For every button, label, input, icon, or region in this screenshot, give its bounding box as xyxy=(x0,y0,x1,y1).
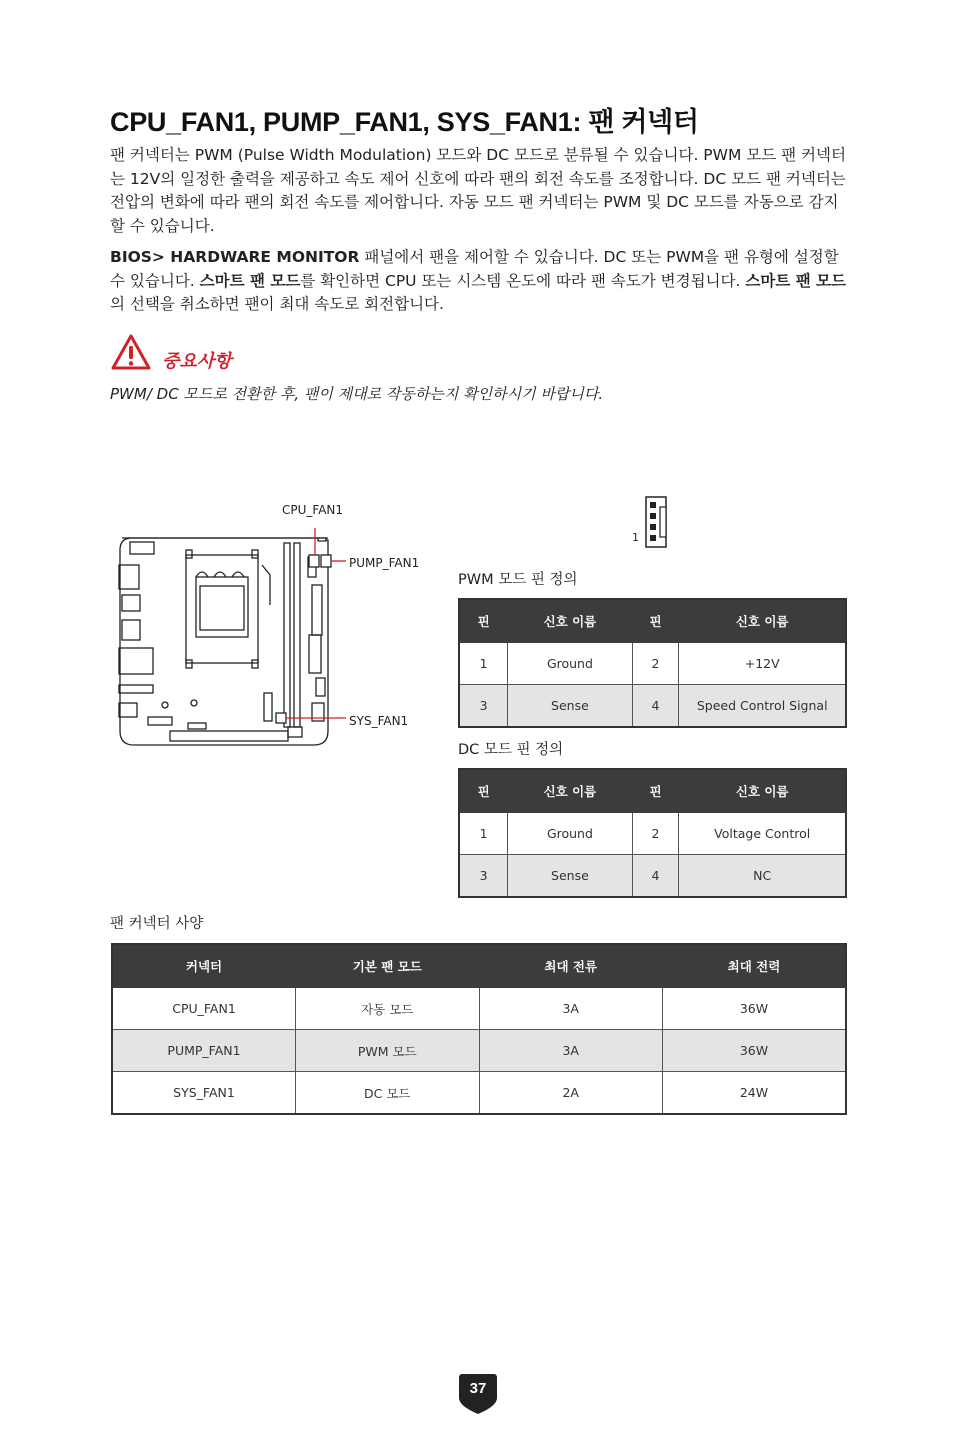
cell: Sense xyxy=(508,855,632,898)
bios-path: BIOS> HARDWARE MONITOR xyxy=(110,248,360,266)
cell: 2 xyxy=(632,643,679,685)
cell: 24W xyxy=(663,1072,847,1115)
cell: 1 xyxy=(459,813,508,855)
cell: 2A xyxy=(479,1072,663,1115)
cell: +12V xyxy=(679,643,846,685)
cell: Voltage Control xyxy=(679,813,846,855)
col-header: 기본 팬 모드 xyxy=(296,944,480,988)
col-header: 신호 이름 xyxy=(679,599,846,643)
bios-paragraph xyxy=(110,246,850,317)
table-row xyxy=(459,685,846,728)
intro-paragraph: 팬 커넥터는 PWM (Pulse Width Modulation) 모드와 DC 모드로 분류될 수 있습니다. PWM 모드 팬 커넥터는 12V의 일정한 출력을 제공하고 속도 제어 신호에 따라 팬의 회전 속도를 조정합니다. DC 모드 팬 커넥터는 전압의 변화에 따라 팬의 회전 속도를 제어합니다. 자동 모드 팬 커넥터는 PWM 및 DC 모드를 자동으로 감지할 수 있습니다. xyxy=(110,146,846,235)
important-title: 중요사항 xyxy=(162,351,232,372)
dc-caption: DC 모드 핀 정의 xyxy=(458,742,564,758)
table-row xyxy=(112,988,846,1030)
table-row xyxy=(112,1030,846,1072)
col-header: 최대 전류 xyxy=(479,944,663,988)
cpu-fan-label: CPU_FAN1 xyxy=(282,503,344,517)
pump-fan-label: PUMP_FAN1 xyxy=(349,556,420,570)
table-row xyxy=(459,813,846,855)
col-header: 최대 전력 xyxy=(663,944,847,988)
fan-connector-icon xyxy=(640,495,670,550)
col-header: 신호 이름 xyxy=(508,769,632,813)
cell: 3A xyxy=(479,988,663,1030)
bios-text-3: 의 선택을 취소하면 팬이 최대 속도로 회전합니다. xyxy=(110,295,444,313)
cell: 4 xyxy=(632,855,679,898)
col-header: 핀 xyxy=(459,769,508,813)
smart-fan-mode-1: 스마트 팬 모드 xyxy=(199,271,301,290)
spec-caption: 팬 커넥터 사양 xyxy=(110,916,204,932)
page-title: CPU_FAN1, PUMP_FAN1, SYS_FAN1: 팬 커넥터 xyxy=(110,107,699,137)
cell: 2 xyxy=(632,813,679,855)
table-row xyxy=(112,1072,846,1115)
col-header: 핀 xyxy=(632,769,679,813)
cell: Ground xyxy=(508,643,632,685)
cell: 36W xyxy=(663,988,847,1030)
cell: Sense xyxy=(508,685,632,728)
bios-text-1: 패널에서 팬을 제어할 수 있습니다. DC 또는 PWM을 팬 유형에 설정할 수 있습니다. xyxy=(110,248,839,290)
cell: DC 모드 xyxy=(296,1072,480,1115)
pin1-label: 1 xyxy=(632,531,639,544)
cell: Ground xyxy=(508,813,632,855)
pwm-pin-table xyxy=(458,598,847,728)
col-header: 신호 이름 xyxy=(508,599,632,643)
pwm-caption: PWM 모드 핀 정의 xyxy=(458,572,578,588)
important-text: PWM/ DC 모드로 전환한 후, 팬이 제대로 작동하는지 확인하시기 바랍니다. xyxy=(110,385,604,403)
table-row xyxy=(459,643,846,685)
cell: 1 xyxy=(459,643,508,685)
dc-pin-table xyxy=(458,768,847,898)
bios-text-2: 를 확인하면 CPU 또는 시스템 온도에 따라 팬 속도가 변경됩니다. xyxy=(300,271,746,290)
cell: CPU_FAN1 xyxy=(112,988,296,1030)
cell: 3 xyxy=(459,685,508,728)
cell: 4 xyxy=(632,685,679,728)
sys-fan-label: SYS_FAN1 xyxy=(349,714,409,728)
cell: PWM 모드 xyxy=(296,1030,480,1072)
col-header: 핀 xyxy=(459,599,508,643)
cell: PUMP_FAN1 xyxy=(112,1030,296,1072)
col-header: 커넥터 xyxy=(112,944,296,988)
table-row xyxy=(459,855,846,898)
fan-spec-table xyxy=(111,943,847,1115)
cell: SYS_FAN1 xyxy=(112,1072,296,1115)
page-number: 37 xyxy=(469,1380,487,1397)
col-header: 신호 이름 xyxy=(679,769,846,813)
smart-fan-mode-2: 스마트 팬 모드 xyxy=(745,271,847,290)
cell: 3A xyxy=(479,1030,663,1072)
cell: 3 xyxy=(459,855,508,898)
col-header: 핀 xyxy=(632,599,679,643)
cell: 36W xyxy=(663,1030,847,1072)
cell: NC xyxy=(679,855,846,898)
cell: 자동 모드 xyxy=(296,988,480,1030)
cell: Speed Control Signal xyxy=(679,685,846,728)
warning-icon xyxy=(110,333,152,371)
